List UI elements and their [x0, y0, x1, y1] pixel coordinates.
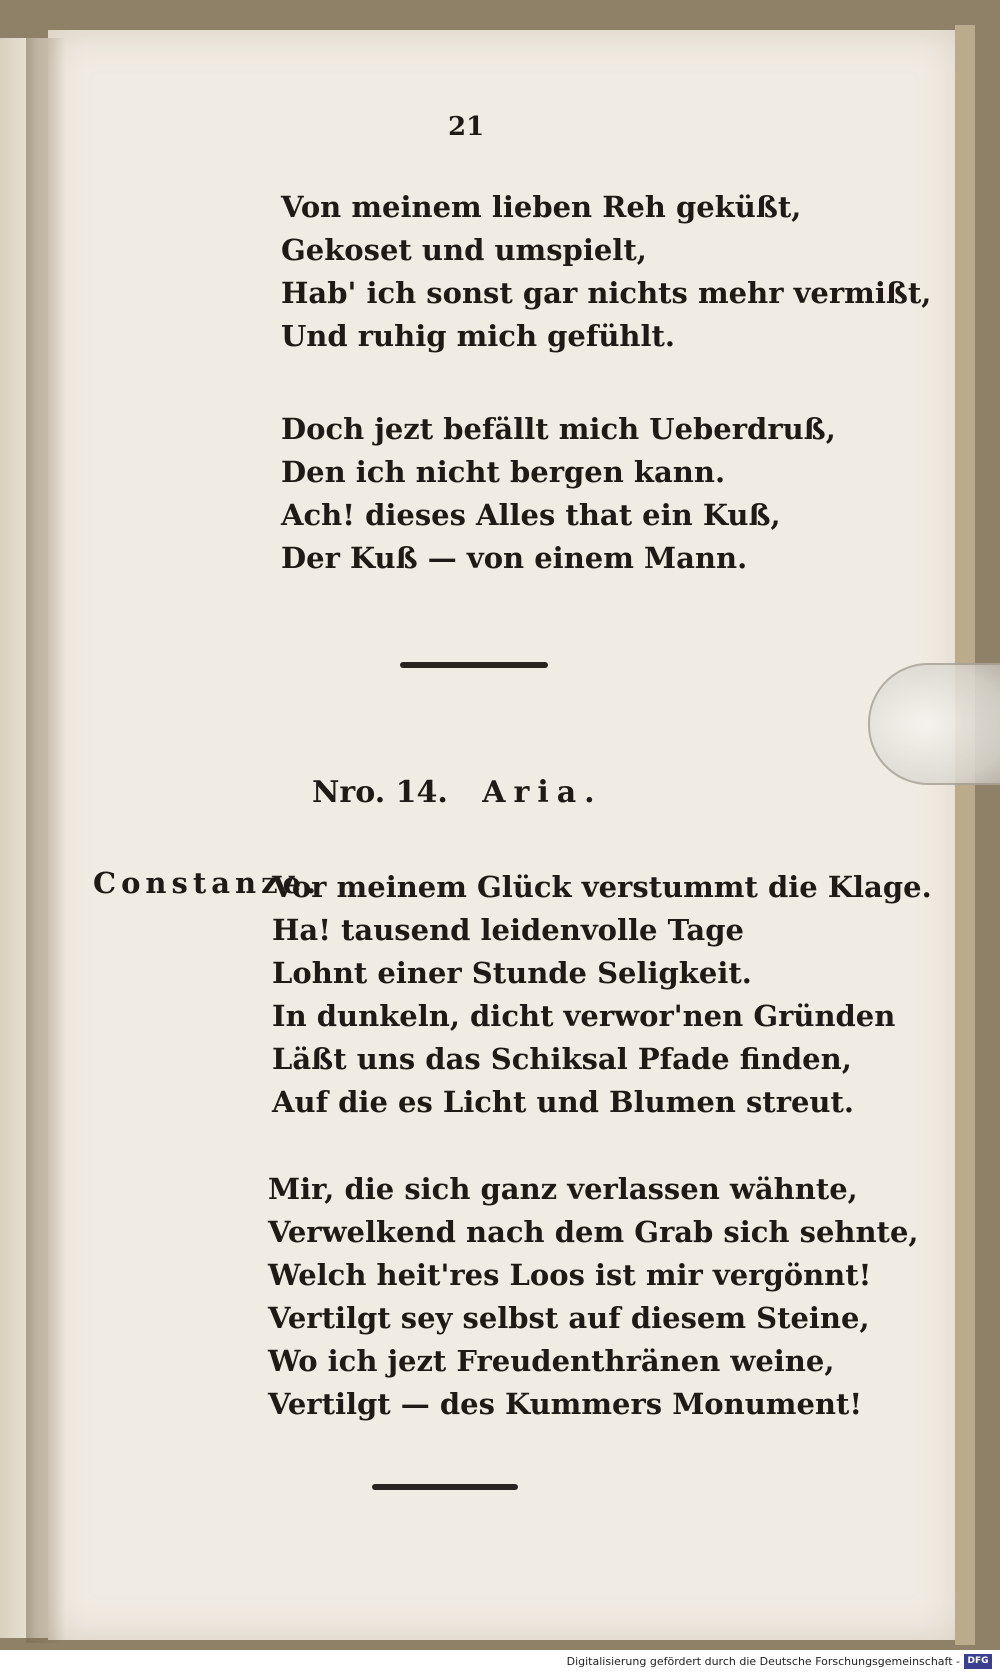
dfg-logo: DFG [964, 1654, 992, 1669]
aria-heading [312, 775, 603, 810]
funding-credit: Digitalisierung gefördert durch die Deutsche Forschungsgemeinschaft - [566, 1655, 960, 1668]
verse-line: In dunkeln, dicht verwor'nen Gründen [272, 999, 896, 1033]
verse-line: Vertilgt — des Kummers Monument! [268, 1387, 863, 1421]
section-rule-top [400, 662, 548, 668]
stanza-2 [281, 408, 836, 580]
speaker-name: Constanze. [93, 866, 322, 900]
aria-stanza-1 [272, 866, 932, 1124]
verse-line: Von meinem lieben Reh geküßt, [281, 190, 802, 224]
verse-line: Vertilgt sey selbst auf diesem Steine, [268, 1301, 870, 1335]
verse-line: Mir, die sich ganz verlassen wähnte, [268, 1172, 858, 1206]
verse-line: Auf die es Licht und Blumen streut. [272, 1085, 855, 1119]
verse-line: Läßt uns das Schiksal Pfade finden, [272, 1042, 852, 1076]
verse-line: Gekoset und umspielt, [281, 233, 647, 267]
verse-line: Vor meinem Glück verstummt die Klage. [272, 870, 932, 904]
stanza-1 [281, 186, 931, 358]
verse-line: Verwelkend nach dem Grab sich sehnte, [268, 1215, 919, 1249]
verse-line: Der Kuß — von einem Mann. [281, 541, 748, 575]
verse-line: Den ich nicht bergen kann. [281, 455, 726, 489]
verse-line: Und ruhig mich gefühlt. [281, 319, 676, 353]
aria-number: Nro. 14. [312, 775, 448, 810]
verse-line: Hab' ich sonst gar nichts mehr vermißt, [281, 276, 932, 310]
verse-line: Wo ich jezt Freudenthränen weine, [268, 1344, 835, 1378]
page-number: 21 [448, 112, 485, 142]
aria-stanza-2 [268, 1168, 919, 1426]
verse-line: Doch jezt befällt mich Ueberdruß, [281, 412, 836, 446]
verse-line: Ach! dieses Alles that ein Kuß, [281, 498, 781, 532]
footer-bar [0, 1650, 1000, 1675]
verse-line: Ha! tausend leidenvolle Tage [272, 913, 744, 947]
verse-line: Lohnt einer Stunde Seligkeit. [272, 956, 752, 990]
aria-title: Aria. [482, 775, 603, 810]
section-rule-bottom [372, 1484, 518, 1490]
verse-line: Welch heit'res Loos ist mir vergönnt! [268, 1258, 872, 1292]
